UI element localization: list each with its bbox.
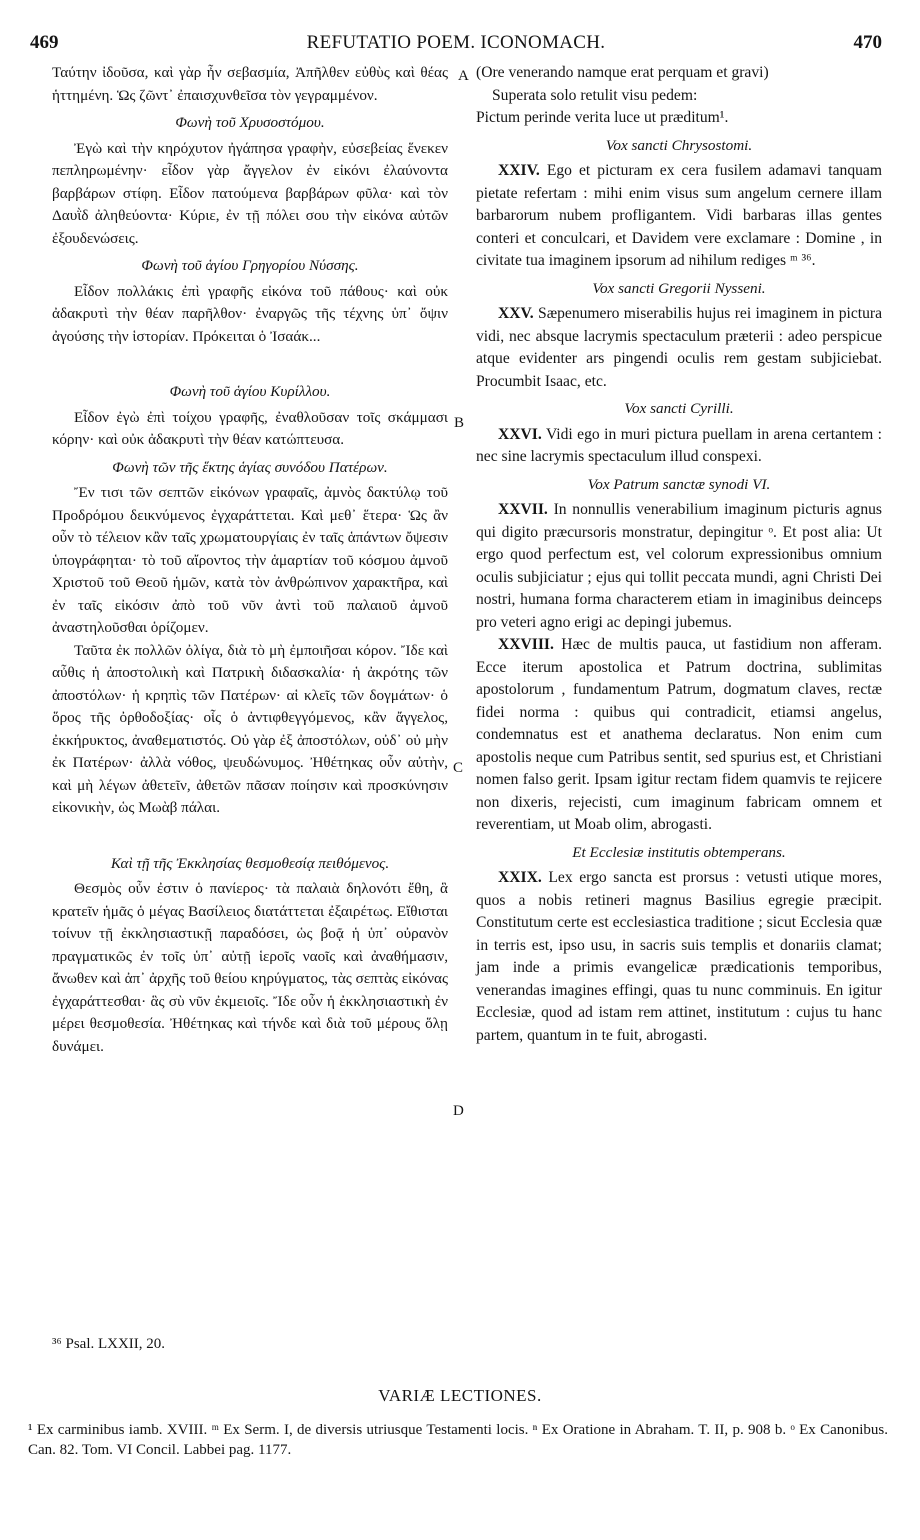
- greek-heading-church: Καὶ τῇ τῆς Ἐκκλησίας θεσμοθεσίᾳ πειθόμενος.: [110, 854, 390, 872]
- section-number: XXIX.: [498, 869, 542, 886]
- section-number: XXV.: [498, 305, 534, 322]
- greek-heading-cyril: Φωνὴ τοῦ ἁγίου Κυρίλλου.: [169, 383, 331, 400]
- section-number: XXVI.: [498, 425, 542, 443]
- greek-paragraph-gregory: Εἶδον πολλάκις ἐπὶ γραφῆς εἰκόνα τοῦ πάθους· καὶ οὐκ ἀδακρυτὶ τὴν θέαν παρῆλθον· ἐναργῶς τῆς τέχνης ὑπ᾽ ὄψιν ἀγούσης τὴν ἱστορίαν. Πρόκειται ὁ Ἰσαάκ...: [52, 282, 448, 345]
- latin-paragraph-synod: XXVII. In nonnullis venerabilium imaginum picturis agnus qui digito præcursoris monstratur, depingitur ᵒ. Et post alia: Ut ergo quod perfectum est, vel colorum expressionibus omnium oculis subjiciatur ; ejus qui tollit peccata mundi, agni Christi Dei nostri, humana forma characterem etiam in imaginibus deinceps pro veteri agno erigi ac depingi jubemus.: [476, 501, 882, 631]
- margin-letter-c: C: [453, 760, 464, 776]
- latin-paragraph-conclusion: XXVIII. Hæc de multis pauca, ut fastidium non afferam. Ecce iterum apostolica et Patrum doctrina, sublimitas apostolorum , fundamentum Patrum, dogmatum claves, rectæ fidei norma : quibus qui contradicit, etiamsi angelus, condemnatus est et anathema declaratus. Non enim cum apostolis neque cum Patribus sentit, sed spurius est, et Christiani nomen falso gerit. Ipsam igitur rectam fidem quamvis te rejicere non dixeris, rejecisti, cum imaginum fabricam omnem et reverentiam, ut Moab olim, abrogasti.: [476, 636, 882, 833]
- running-header: [30, 32, 882, 58]
- greek-heading-chrysostom: Φωνὴ τοῦ Χρυσοστόμου.: [175, 114, 325, 131]
- greek-paragraph-church: Θεσμὸς οὖν ἐστιν ὁ πανίερος· τὰ παλαιὰ δηλονότι ἔθη, ἃ κρατεῖν ἡμᾶς ὁ μέγας Βασίλειος διατάττεται ἐξαιρέτως. Εἴθισται τοίνυν τῇ ἐκκλησιαστικῇ παραδόσει, ὡς βοᾷ ἡ ὑπ᾽ οὐρανὸν πραγματικῶς ἐν τοῖς ὑπ᾽ αὐτῇ ἱεροῖς ναοῖς καὶ ἀναθήμασιν, ἄνωθεν καὶ ἀπ᾽ ἀρχῆς τοῦ θείου κηρύγματος, τὰς σεπτὰς εἰκόνας ἐγχαράττεσθαι· ἃς σὺ νῦν ἐκμειοῖς. Ἴδε οὖν ἡ ἐκκλησιαστικὴ ἐν μέρει θεσμοθεσία. Ἠθέτηκας καὶ τήνδε καὶ διὰ τοῦ μέρους ὅλῃ δυνάμει.: [52, 880, 448, 1055]
- latin-verse-line-2: Superata solo retulit visu pedem:: [492, 86, 698, 104]
- latin-heading-synod: Vox Patrum sanctæ synodi VI.: [587, 475, 771, 493]
- running-title: REFUTATIO POEM. ICONOMACH.: [306, 32, 606, 53]
- latin-heading-chrysostom: Vox sancti Chrysostomi.: [605, 136, 753, 154]
- section-number: XXIV.: [498, 162, 540, 179]
- margin-letter-d: D: [453, 1103, 464, 1119]
- greek-paragraph-cyril: Εἶδον ἐγὼ ἐπὶ τοίχου γραφῆς, ἐναθλοῦσαν τοῖς σκάμμασι κόρην· καὶ οὐκ ἀδακρυτὶ τὴν θέαν κατώπτευσα.: [52, 408, 448, 448]
- greek-paragraph-conclusion: Ταῦτα ἐκ πολλῶν ὀλίγα, διὰ τὸ μὴ ἐμποιῆσαι κόρον. Ἴδε καὶ αὖθις ἡ ἀποστολικὴ καὶ Πατρικὴ διδασκαλία· ἡ ἀκρότης τῶν ἀποστόλων· ἡ κρηπὶς τῶν Πατέρων· αἱ κλεῖς τῶν δογμάτων· ὁ ὅρος τῆς ὀρθοδοξίας· οἷς ὁ ἀντιφθεγγόμενος, κἂν ἄγγελος, ἐκκήρυκτος, ἀναθεματιστός. Οὐ γὰρ ἐξ ἀποστόλων, οὐδ᾽ οὐ μὴν ἐκ Πατέρων· ἀλλὰ νόθος, ψευδώνυμος. Ἠθέτηκας οὖν αὐτὴν, καὶ μὴ λέγων ἀθετεῖν, ἀθετῶν πᾶσαν ποίησιν καὶ προσκύνησιν εἰκονικὴν, ὡς Μωὰβ πάλαι.: [52, 641, 448, 816]
- latin-verse-line-3: Pictum perinde verita luce ut præditum¹.: [476, 109, 729, 126]
- latin-paragraph-chrysostom: XXIV. Ego et picturam ex cera fusilem adamavi tanquam pietate refertam : mihi enim visus sum angelum cernere illam barbarorum nubem profligantem. Vidi barbaras illas gentes conteri et conculcari, et Davidem vere exclamare : Domine , in civitate tua imaginem ipsorum ad nihilum rediges ᵐ ³⁶.: [476, 162, 882, 269]
- greek-heading-gregory: Φωνὴ τοῦ ἁγίου Γρηγορίου Νύσσης.: [141, 257, 359, 274]
- greek-heading-synod: Φωνὴ τῶν τῆς ἕκτης ἁγίας συνόδου Πατέρων.: [112, 458, 388, 476]
- greek-paragraph-synod: Ἔν τισι τῶν σεπτῶν εἰκόνων γραφαῖς, ἀμνὸς δακτύλῳ τοῦ Προδρόμου δεικνύμενος ἐγχαράττεται. Καὶ μεθ᾽ ἕτερα· Ὡς ἂν οὖν τὸ τέλειον κἂν ταῖς χρωματουργίαις ἐν ταῖς ἁπάντων ὄψεσιν ὑπογράφηται· τὸ τοῦ αἴροντος τὴν ἁμαρτίαν τοῦ κόσμου ἀμνοῦ Χριστοῦ τοῦ Θεοῦ ἡμῶν, κατὰ τὸν ἀνθρώπινον χαρακτῆρα, καὶ ἐν ταῖς εἰκόσιν ἀπὸ τοῦ νῦν ἀντὶ τοῦ παλαιοῦ ἀμνοῦ ἀναστηλοῦσθαι ὁρίζομεν.: [52, 484, 448, 636]
- greek-column: [52, 62, 448, 1058]
- latin-paragraph-church: XXIX. Lex ergo sancta est prorsus : vetusti utique mores, quos a nobis retineri magnus Basilius egregie præcipit. Constitutum certe est ecclesiastica traditione ; sicut Ecclesia quæ in terris est, ipso usu, in sacris suis templis et donariis clamat; jam inde a primis evangelicæ prædicationis temporibus, venerandas imagines effingi, quas tu nunc comminuis. En igitur Ecclesiæ, quod ad istam rem attinet, institutum : cujus tu hanc partem, quantum in te fuit, abrogasti.: [476, 869, 882, 1044]
- variae-lectiones-text: ¹ Ex carminibus iamb. XVIII. ᵐ Ex Serm. I, de diversis utriusque Testamenti locis. ⁿ Ex Oratione in Abraham. T. II, p. 908 b. ᵒ Ex Canonibus. Can. 82. Tom. VI Concil. Labbei pag. 1177.: [28, 1422, 888, 1458]
- page-number-right: 470: [853, 32, 882, 53]
- page-number-left: 469: [30, 32, 59, 53]
- latin-heading-gregory: Vox sancti Gregorii Nysseni.: [592, 279, 766, 297]
- latin-paragraph-gregory: XXV. Sæpenumero miserabilis hujus rei imaginem in pictura vidi, nec absque lacrymis spectaculum præterii : adeo perspicue atque evidenter ars pingendi oculis rem gestam subjiciebat. Procumbit Isaac, etc.: [476, 305, 883, 390]
- latin-heading-church: Et Ecclesiæ institutis obtemperans.: [572, 843, 786, 861]
- margin-letter-a: A: [458, 68, 469, 84]
- section-number: XXVIII.: [498, 636, 554, 653]
- footnote: ³⁶ Psal. LXXII, 20.: [52, 1336, 166, 1352]
- latin-heading-cyril: Vox sancti Cyrilli.: [624, 400, 734, 417]
- latin-paragraph-cyril: XXVI. Vidi ego in muri pictura puellam in arena certantem : nec sine lacrymis spectaculum illud conspexi.: [476, 425, 882, 465]
- greek-paragraph-chrysostom: Ἐγὼ καὶ τὴν κηρόχυτον ἠγάπησα γραφὴν, εὐσεβείας ἕνεκεν πεπληρωμένην· εἶδον γὰρ ἄγγελον ἐν εἰκόνι ἐλαύνοντα βαρβάρων στίφη. Εἶδον πατούμενα βαρβάρων φῦλα· καὶ τὸν Δαυῒδ ἀληθεύοντα· Κύριε, ἐν τῇ πόλει σου τὴν εἰκόνα αὐτῶν ἐξουδενώσεις.: [52, 139, 448, 247]
- variae-lectiones-title: VARIÆ LECTIONES.: [378, 1386, 542, 1405]
- latin-column: [476, 62, 882, 1047]
- latin-verse-line-1: (Ore venerando namque erat perquam et gravi): [476, 64, 769, 81]
- section-number: XXVII.: [498, 501, 548, 518]
- greek-verse: Ταύτην ἰδοῦσα, καὶ γὰρ ἦν σεβασμία, Ἀπῆλθεν εὐθὺς καὶ θέας ἡττημένη. Ὡς ζῶντ᾽ ἐπαισχυνθεῖσα τὸν γεγραμμένον.: [52, 64, 448, 104]
- margin-letter-b: B: [454, 415, 465, 431]
